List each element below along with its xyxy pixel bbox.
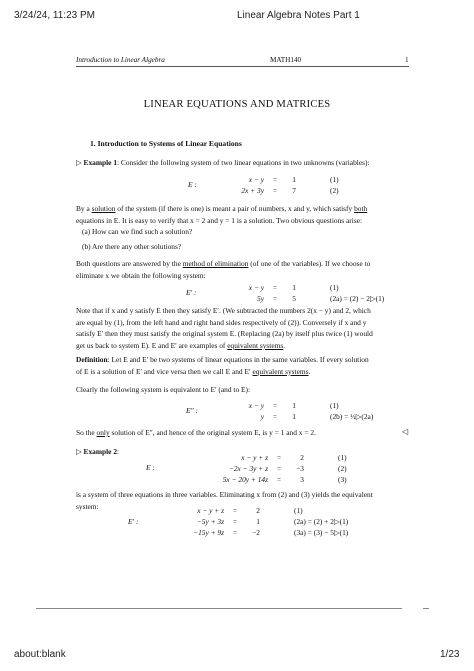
eq-rhs: 1	[292, 401, 296, 410]
text-line: Note that if x and y satisfy E then they satisfy E′. (We subtracted the numbers 2(x − y) and 2, which	[76, 306, 371, 315]
running-head-left: Introduction to Linear Algebra	[76, 56, 165, 64]
eq-lhs: x − y	[248, 401, 264, 410]
eq-lhs: y	[260, 412, 264, 422]
underlined-term: both	[354, 204, 368, 213]
text-run: (of one of the variables). If we choose to	[248, 259, 371, 268]
eq-op: =	[276, 475, 282, 485]
running-head-page: 1	[405, 56, 409, 64]
underlined-term: equivalent systems	[252, 366, 309, 376]
system-e2	[226, 400, 373, 422]
eq-rhs: 5	[292, 294, 296, 304]
eq-lhs: 5x − 20y + 14z	[222, 475, 268, 485]
text-line: satisfy E′ then they must satisfy the original system E. (Replacing (2a) by itself plus twice (1) would	[76, 329, 373, 339]
text-line: are equal by (1), from the left hand and right hand sides respectively of (2)). Conversely if x and y	[76, 317, 367, 327]
eq-lhs: x − y	[248, 175, 264, 184]
eq-op: =	[276, 464, 282, 474]
text-run: of E is a solution of E′ and vice versa then we call E and E′	[76, 366, 253, 376]
print-page-count: 1/23	[440, 649, 460, 660]
eq-tag: (3)	[338, 475, 347, 485]
system-e1-3var-label: E′ :	[128, 517, 139, 526]
text-run: get us back to system E). E and E′ are examples of	[76, 340, 228, 350]
print-url: about:blank	[14, 649, 66, 660]
eq-op: =	[232, 528, 238, 538]
page-footer-rule	[36, 608, 402, 609]
eq-tag: (1)	[294, 506, 303, 515]
text-line: system:	[76, 501, 99, 511]
underlined-term: solution	[91, 204, 116, 213]
text-line: eliminate x we obtain the following system:	[76, 270, 206, 280]
system-e1-label: E′ :	[186, 288, 197, 297]
system-e	[226, 174, 339, 196]
eq-lhs: x − y + z	[241, 453, 268, 462]
system-e1	[226, 282, 384, 304]
text-run: of the system (if there is one) is meant a pair of numbers, x and y, which satisfy	[115, 204, 355, 213]
text-line: is a system of three equations in three variables. Eliminating x from (2) and (3) yields the equivalent	[76, 490, 373, 499]
system-e2-label: E″ :	[186, 406, 198, 415]
question-a: (a) How can we find such a solution?	[82, 227, 193, 236]
eq-rhs: 2	[256, 506, 260, 515]
para-elimination	[76, 258, 370, 281]
para-note: Note that if x and y satisfy E then they satisfy E′. (We subtracted the numbers 2(x − y) and 2, which are equal by (1), from the left hand and right hand sides respectively of (2)). Conversely if x and y satisfy E′ then they must satisfy the original system E. (Replacing (2a) by itself plus twice (1) would get us back to system E). E and E′ are examples of equivalent systems.	[76, 306, 373, 350]
example1-intro	[76, 157, 370, 169]
definition-label: Definition	[76, 355, 108, 364]
eq-tag: (2b) = ½▷(2a)	[330, 412, 374, 422]
eq-tag: (2a) = (2) + 2▷(1)	[294, 517, 349, 527]
eq-tag: (2a) = (2) − 2▷(1)	[330, 294, 385, 304]
system-e1-3var	[168, 505, 348, 539]
underlined-term: only	[96, 428, 110, 437]
running-head-center: MATH140	[270, 56, 302, 64]
text-run: .	[308, 366, 311, 376]
eq-lhs: x − y	[248, 283, 264, 292]
eq-op: =	[272, 294, 278, 304]
paper-title: LINEAR EQUATIONS AND MATRICES	[143, 99, 331, 110]
system-e-label: E :	[188, 180, 197, 189]
eq-tag: (1)	[330, 175, 339, 184]
eq-rhs: −3	[296, 464, 304, 474]
eq-op: =	[276, 453, 282, 462]
underlined-term: equivalent systems	[227, 340, 284, 350]
eq-rhs: 1	[292, 283, 296, 292]
para-solution	[76, 203, 367, 226]
eq-tag: (1)	[338, 453, 347, 462]
header-rule	[76, 66, 409, 67]
eq-rhs: 7	[292, 186, 296, 196]
eq-rhs: −2	[252, 528, 260, 538]
para-only	[76, 427, 316, 439]
text-run: Both questions are answered by the	[76, 259, 183, 268]
eq-tag: (1)	[330, 401, 339, 410]
eq-rhs: 1	[292, 175, 296, 184]
eq-rhs: 1	[292, 412, 296, 422]
system-e-label: E :	[146, 463, 155, 472]
text-run: By a	[76, 204, 92, 213]
triangle-marker-icon: ▷	[76, 158, 82, 167]
eq-op: =	[272, 186, 278, 196]
eq-op: =	[272, 283, 278, 292]
triangle-marker-icon: ▷	[76, 447, 82, 456]
section-heading: 1. Introduction to Systems of Linear Equations	[90, 139, 242, 148]
eq-op: =	[272, 401, 278, 410]
eq-lhs: −15y + 9z	[193, 528, 224, 538]
example1-text: : Consider the following system of two linear equations in two unknowns (variables):	[117, 158, 370, 167]
eq-op: =	[272, 412, 278, 422]
end-of-example-icon: ◁	[402, 427, 409, 436]
example2-intro	[76, 446, 119, 458]
para-clearly: Clearly the following system is equivalent to E′ (and to E):	[76, 385, 251, 394]
eq-op: =	[272, 175, 278, 184]
eq-lhs: 2x + 3y	[241, 186, 264, 196]
eq-lhs: 5y	[257, 294, 264, 304]
eq-lhs: −5y + 3z	[196, 517, 224, 527]
eq-lhs: −2x − 3y + z	[228, 464, 268, 474]
eq-tag: (1)	[330, 283, 339, 292]
eq-rhs: 2	[300, 453, 304, 462]
question-b: (b) Are there any other solutions?	[82, 242, 182, 251]
eq-rhs: 1	[256, 517, 260, 527]
page-footer-rule-tick	[423, 608, 429, 609]
eq-tag: (2)	[330, 186, 339, 196]
text-run: : Let E and E′ be two systems of linear equations in the same variables. If every solution	[107, 355, 369, 364]
print-tab-title: Linear Algebra Notes Part 1	[237, 10, 360, 21]
definition	[76, 354, 369, 377]
example1-label: Example 1	[83, 158, 118, 167]
eq-tag: (2)	[338, 464, 347, 474]
underlined-term: method of elimination	[182, 259, 249, 268]
print-timestamp: 3/24/24, 11:23 PM	[14, 10, 95, 21]
eq-op: =	[232, 506, 238, 515]
eq-tag: (3a) = (3) − 5▷(1)	[294, 528, 349, 538]
text-run: :	[117, 447, 120, 456]
eq-rhs: 3	[300, 475, 304, 485]
text-line: equations in E. It is easy to verify that x = 2 and y = 1 is a solution. Two obvious questions arise:	[76, 215, 363, 225]
text-run: solution of E″, and hence of the original system E, is y = 1 and x = 2.	[109, 428, 316, 437]
eq-op: =	[232, 517, 238, 527]
example2-label: Example 2	[83, 447, 118, 456]
system-e-3var	[202, 452, 347, 486]
text-run: So the	[76, 428, 97, 437]
eq-lhs: x − y + z	[197, 506, 224, 515]
